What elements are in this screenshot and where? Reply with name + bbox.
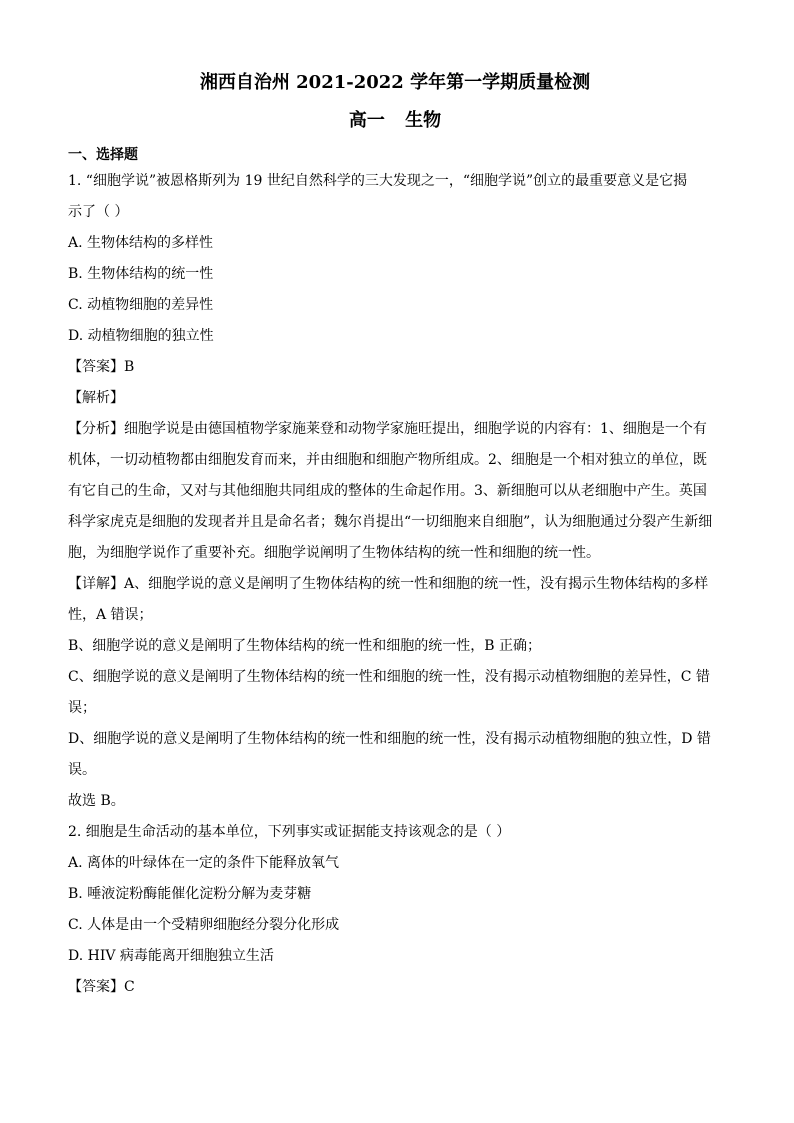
- document-title: 湘西自治州 2021-2022 学年第一学期质量检测: [199, 72, 591, 93]
- question-1-stem-line: 示了（ ）: [68, 204, 129, 220]
- question-1-option-d: D. 动植物细胞的独立性: [68, 328, 214, 344]
- question-1-analysis-line: 有它自己的生命，又对与其他细胞共同组成的整体的生命起作用。3、新细胞可以从老细胞中产生。英国: [68, 483, 707, 499]
- question-1-detail-line: D、细胞学说的意义是阐明了生物体结构的统一性和细胞的统一性，没有揭示动植物细胞的独立性，D 错: [68, 731, 711, 747]
- question-1-analysis-label: 【解析】: [68, 390, 124, 406]
- question-2-option-d: D. HIV 病毒能离开细胞独立生活: [68, 948, 274, 964]
- question-1-option-a: A. 生物体结构的多样性: [68, 235, 214, 251]
- question-1-analysis-line: 【分析】细胞学说是由德国植物学家施莱登和动物学家施旺提出，细胞学说的内容有：1、细胞是一个有: [68, 421, 707, 437]
- question-2-stem-line: 2. 细胞是生命活动的基本单位，下列事实或证据能支持该观念的是（ ）: [68, 824, 511, 840]
- question-2-option-a: A. 离体的叶绿体在一定的条件下能释放氧气: [68, 855, 340, 871]
- document-subtitle: 高一 生物: [348, 110, 442, 131]
- question-1-detail-line: 【详解】A、细胞学说的意义是阐明了生物体结构的统一性和细胞的统一性，没有揭示生物体结构的多样: [68, 576, 709, 592]
- question-2-option-b: B. 唾液淀粉酶能催化淀粉分解为麦芽糖: [68, 886, 312, 902]
- question-1-conclusion: 故选 B。: [68, 793, 125, 809]
- question-1-option-b: B. 生物体结构的统一性: [68, 266, 214, 282]
- question-1-detail-line: 误；: [68, 700, 96, 716]
- question-1-analysis-line: 科学家虎克是细胞的发现者并且是命名者；魏尔肖提出“一切细胞来自细胞”，认为细胞通过分裂产生新细: [68, 514, 713, 530]
- question-1-stem-line: 1. “细胞学说”被恩格斯列为 19 世纪自然科学的三大发现之一，“细胞学说”创立的最重要意义是它揭: [68, 173, 688, 189]
- question-1-option-c: C. 动植物细胞的差异性: [68, 297, 214, 313]
- section-heading: 一、选择题: [68, 147, 138, 163]
- question-2-answer: 【答案】C: [68, 979, 135, 995]
- question-1-answer: 【答案】B: [68, 359, 135, 375]
- question-1-analysis-line: 机体，一切动植物都由细胞发育而来，并由细胞和细胞产物所组成。2、细胞是一个相对独立的单位，既: [68, 452, 707, 468]
- question-1: [68, 166, 722, 817]
- question-1-analysis-line: 胞，为细胞学说作了重要补充。细胞学说阐明了生物体结构的统一性和细胞的统一性。: [68, 545, 600, 561]
- question-2: [68, 817, 722, 1003]
- question-1-detail-line: 误。: [68, 762, 96, 778]
- question-2-option-c: C. 人体是由一个受精卵细胞经分裂分化形成: [68, 917, 340, 933]
- question-1-detail-line: B、细胞学说的意义是阐明了生物体结构的统一性和细胞的统一性，B 正确；: [68, 638, 542, 654]
- question-1-detail-line: 性，A 错误；: [68, 607, 153, 623]
- question-1-detail-line: C、细胞学说的意义是阐明了生物体结构的统一性和细胞的统一性，没有揭示动植物细胞的差异性，C 错: [68, 669, 710, 685]
